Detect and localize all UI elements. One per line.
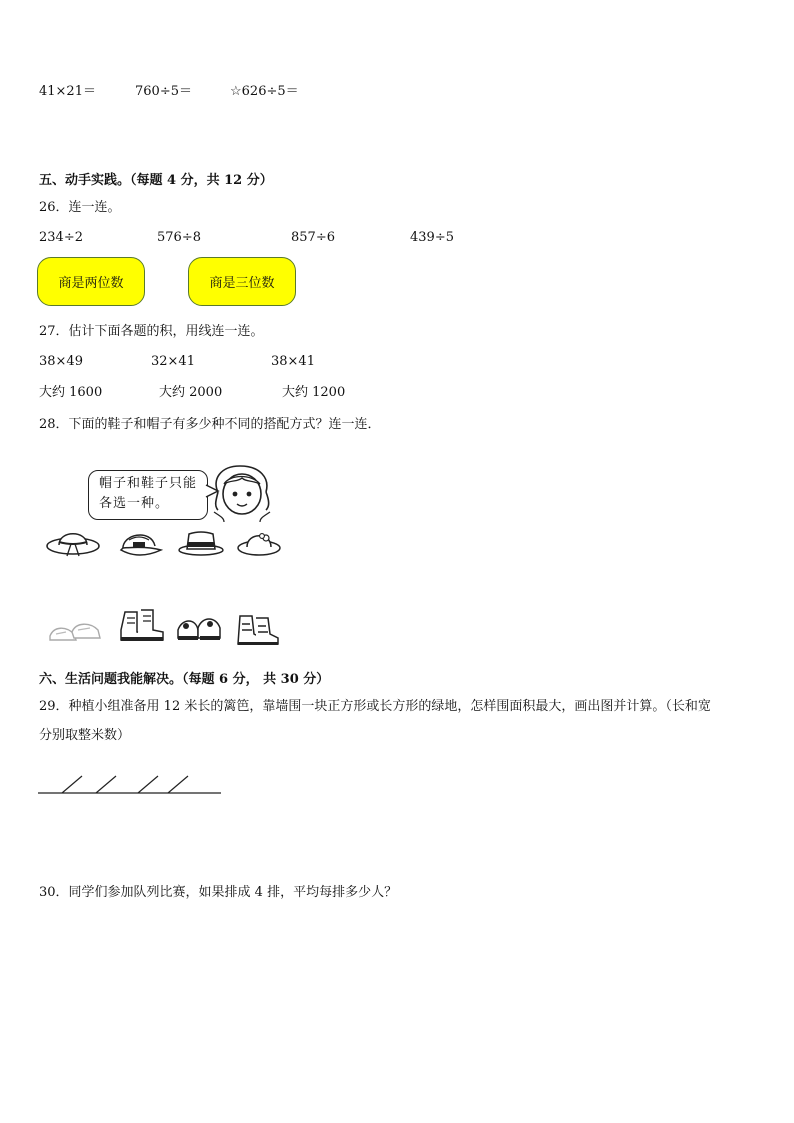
speech-line-2: 各选一种。 [99,496,170,511]
question-29-line-2: 分别取整米数） [39,728,131,743]
q27-expression-3: 38×41 [271,354,315,369]
speech-line-1: 帽子和鞋子只能 [99,476,198,491]
question-26-title: 26．连一连。 [39,200,121,215]
sun-hat-icon [45,524,101,560]
q27-expression-2: 32×41 [151,354,195,369]
question-30-title: 30．同学们参加队列比赛，如果排成 4 排，平均每排多少人？ [39,885,398,900]
q26-expression-2: 576÷8 [157,230,201,245]
section-five-heading: 五、动手实践。（每题 4 分，共 12 分） [39,173,273,188]
answer-box-three-digit [188,257,296,306]
question-28-title: 28．下面的鞋子和帽子有多少种不同的搭配方式？连一连． [39,417,381,432]
boots-icon [117,608,165,646]
calc-item-3: ☆626÷5＝ [230,84,299,99]
q26-expression-1: 234÷2 [39,230,83,245]
answer-box-two-digit-label: 商是两位数 [58,276,124,291]
q27-estimate-3: 大约 1200 [282,385,346,400]
q27-expression-1: 38×49 [39,354,83,369]
wall-hatch-diagram [38,774,222,796]
calc-item-2: 760÷5＝ [135,84,192,99]
answer-box-three-digit-label: 商是三位数 [209,276,275,291]
speech-bubble [88,470,208,520]
sneakers-icon [46,614,104,646]
answer-box-two-digit [37,257,145,306]
question-29-line-1: 29．种植小组准备用 12 米长的篱笆，靠墙围一块正方形或长方形的绿地，怎样围面积最大，画出图并计算。（长和宽 [39,699,711,714]
high-top-shoes-icon [234,612,280,648]
calc-item-1: 41×21＝ [39,84,96,99]
girl-illustration-icon [212,462,272,524]
flower-hat-icon [236,526,282,558]
baseball-cap-icon [117,526,163,560]
q26-expression-3: 857÷6 [291,230,335,245]
sport-shoes-icon [174,612,224,646]
question-27-title: 27．估计下面各题的积，用线连一连。 [39,324,264,339]
section-six-heading: 六、生活问题我能解决。（每题 6 分， 共 30 分） [39,672,330,687]
q26-expression-4: 439÷5 [410,230,454,245]
q27-estimate-1: 大约 1600 [39,385,103,400]
fedora-hat-icon [177,528,225,558]
q27-estimate-2: 大约 2000 [159,385,223,400]
